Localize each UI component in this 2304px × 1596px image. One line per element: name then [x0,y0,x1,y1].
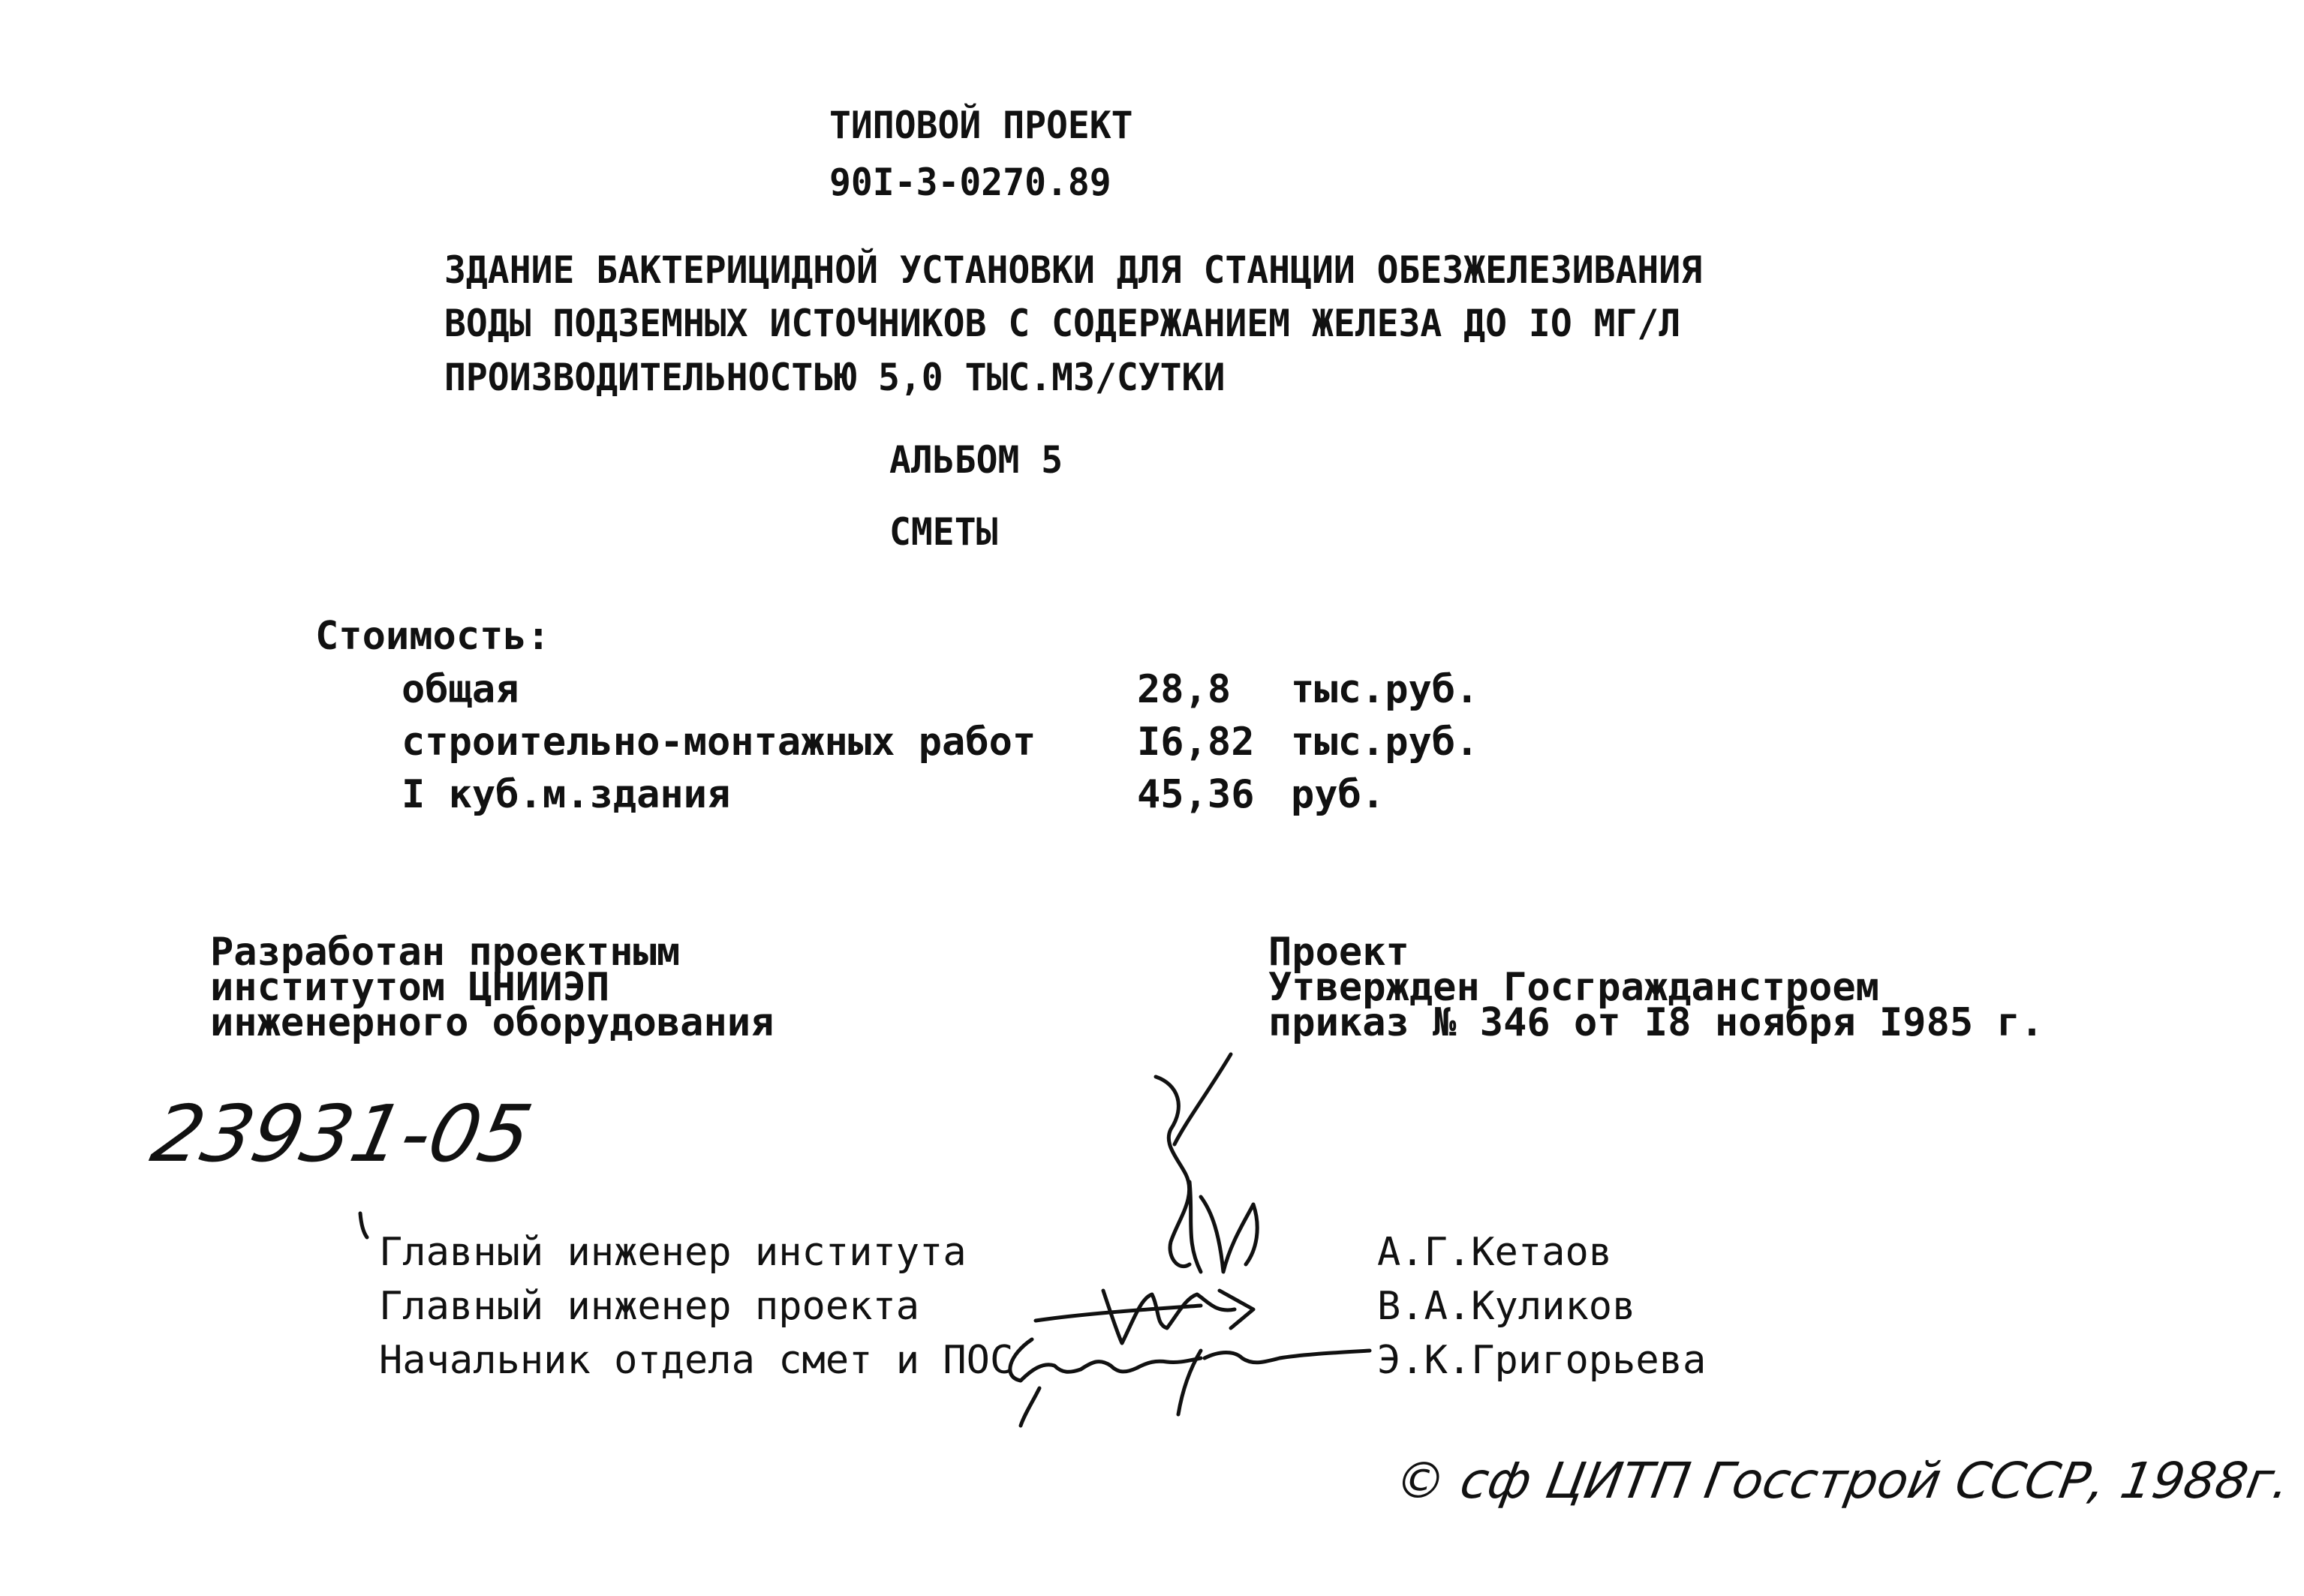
signatory-name: В.А.Куликов [1377,1284,1636,1329]
album-label: АЛЬБОМ 5 [889,438,1063,482]
title-line-3: ПРОИЗВОДИТЕЛЬНОСТЬЮ 5,0 ТЫС.М3/СУТКИ [444,356,1226,399]
signatory-name: А.Г.Кетаов [1377,1230,1613,1275]
handwritten-tick-mark [356,1212,371,1242]
approval-line-3: приказ № 346 от I8 ноября I985 г. [1268,1000,2044,1045]
signature-chief-engineer-institute [1133,1047,1298,1287]
album-subtitle: СМЕТЫ [889,510,998,554]
developer-line-2: институтом ЦНИИЭП [210,965,610,1010]
cost-unit: руб. [1291,772,1385,817]
project-type: ТИПОВОЙ ПРОЕКТ [829,104,1133,147]
signatory-position: Главный инженер института [379,1230,967,1275]
title-line-2: ВОДЫ ПОДЗЕМНЫХ ИСТОЧНИКОВ С СОДЕРЖАНИЕМ ЖЕЛЕЗА ДО IO МГ/Л [444,302,1681,345]
cost-label: I куб.м.здания [402,772,731,817]
signatory-name: Э.К.Григорьева [1377,1338,1707,1383]
cost-value: I6,82 [1137,720,1255,765]
developer-line-1: Разработан проектным [210,930,681,975]
inventory-number: 23931-05 [144,1088,540,1180]
cost-value: 28,8 [1137,667,1232,712]
copyright-note: © сф ЦИТП Госстрой СССР, 1988г. [1391,1452,2294,1510]
title-line-1: ЗДАНИЕ БАКТЕРИЦИДНОЙ УСТАНОВКИ ДЛЯ СТАНЦИИ ОБЕЗЖЕЛЕЗИВАНИЯ [444,248,1703,292]
project-number: 90I-3-0270.89 [829,161,1111,204]
cost-heading: Стоимость: [315,614,551,659]
cost-unit: тыс.руб. [1291,720,1479,765]
approval-line-2: Утвержден Госгражданстроем [1268,965,1879,1010]
cost-value: 45,36 [1137,772,1255,817]
signatory-position: Главный инженер проекта [379,1284,920,1329]
signature-head-of-department [987,1317,1377,1429]
cost-label: строительно-монтажных работ [402,720,1036,765]
cost-unit: тыс.руб. [1291,667,1479,712]
signatory-position: Начальник отдела смет и ПОС [379,1338,1014,1383]
cost-label: общая [402,667,519,712]
approval-line-1: Проект [1268,930,1409,975]
developer-line-3: инженерного оборудования [210,1000,775,1045]
